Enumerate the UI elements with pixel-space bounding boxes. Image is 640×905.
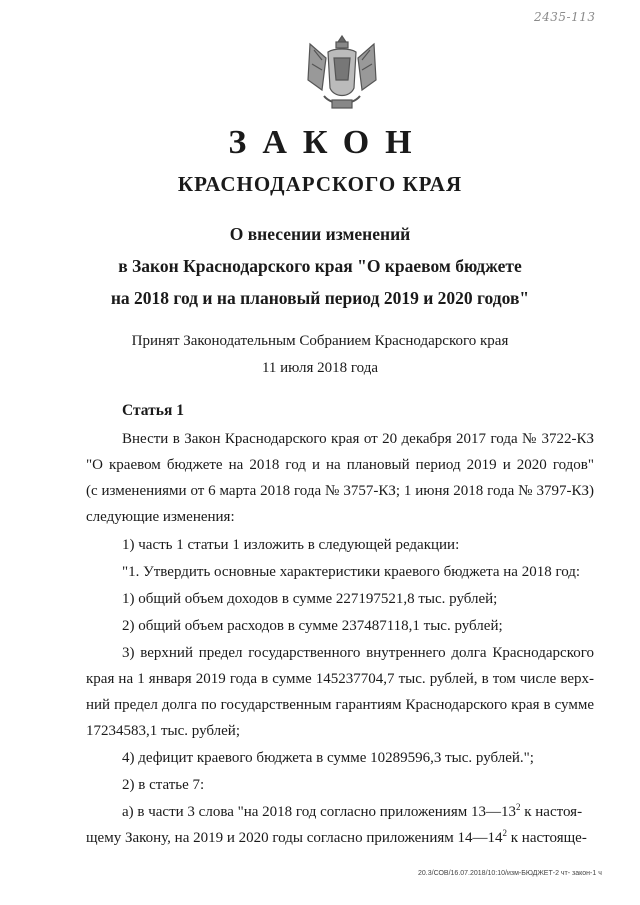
body-line: 17234583,1 тыс. рублей; bbox=[86, 723, 240, 739]
body-line: "О краевом бюджете на 2018 год и на плановый период 2019 и 2020 годов" bbox=[86, 457, 594, 473]
body-line: 2) в статье 7: bbox=[122, 777, 205, 793]
body-line: Внести в Закон Краснодарского края от 20 декабря 2017 года № 3722-КЗ bbox=[122, 431, 594, 447]
document-title: ЗАКОН bbox=[228, 124, 428, 161]
body-line: края на 1 января 2019 года в сумме 145237704,7 тыс. рублей, в том числе верх- bbox=[86, 671, 594, 687]
body-line: следующие изменения: bbox=[86, 509, 235, 525]
body-line: 1) часть 1 статьи 1 изложить в следующей редакции: bbox=[122, 537, 460, 553]
body-line: "1. Утвердить основные характеристики краевого бюджета на 2018 год: bbox=[122, 564, 581, 580]
body-text: к настояще- bbox=[507, 830, 587, 846]
law-heading-line-2: в Закон Краснодарского края "О краевом бюджете bbox=[118, 256, 522, 276]
superscript: 2 bbox=[502, 828, 508, 838]
article-title: Статья 1 bbox=[122, 402, 184, 419]
body-line: (с изменениями от 6 марта 2018 года № 3757-КЗ; 1 июня 2018 года № 3797-КЗ) bbox=[86, 483, 594, 499]
body-line bbox=[86, 830, 587, 847]
body-line bbox=[122, 804, 582, 821]
body-text: щему Закону, на 2019 и 2020 годы согласно приложениям 14—14 bbox=[86, 830, 503, 846]
handwritten-number: 2435-113 bbox=[534, 10, 596, 24]
body-line: 1) общий объем доходов в сумме 227197521,8 тыс. рублей; bbox=[122, 591, 498, 607]
body-line: ний предел долга по государственным гарантиям Краснодарского края в сумме bbox=[86, 697, 594, 713]
body-line: 3) верхний предел государственного внутреннего долга Краснодарского bbox=[122, 645, 594, 661]
law-heading-line-1: О внесении изменений bbox=[229, 224, 411, 244]
adopted-by: Принят Законодательным Собранием Краснодарского края bbox=[131, 333, 509, 349]
body-text: а) в части 3 слова "на 2018 год согласно приложениям 13—13 bbox=[122, 804, 516, 820]
body-line: 2) общий объем расходов в сумме 237487118,1 тыс. рублей; bbox=[122, 618, 503, 634]
document-subtitle: КРАСНОДАРСКОГО КРАЯ bbox=[177, 172, 463, 196]
adopted-date: 11 июля 2018 года bbox=[261, 360, 379, 376]
body-text: к настоя- bbox=[520, 804, 583, 820]
law-heading-line-3: на 2018 год и на плановый период 2019 и 2020 годов" bbox=[110, 288, 530, 308]
body-line: 4) дефицит краевого бюджета в сумме 10289596,3 тыс. рублей."; bbox=[122, 750, 534, 766]
coat-of-arms-icon bbox=[300, 30, 384, 114]
file-footer: 20.3/СОВ/16.07.2018/10:10/изм-БЮДЖЕТ-2 чт- закон-1 ч bbox=[418, 870, 602, 877]
superscript: 2 bbox=[515, 802, 521, 812]
